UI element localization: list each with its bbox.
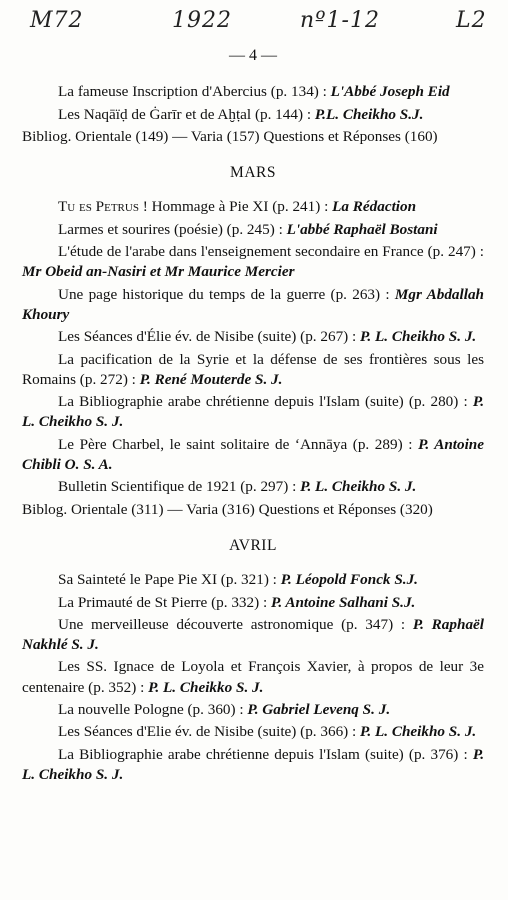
entry-title: Le Père Charbel, le saint solitaire de ‘Annāya (p. 289) : (58, 435, 419, 453)
toc-entry (22, 500, 484, 520)
toc-entry (22, 657, 484, 698)
entry-title: La nouvelle Pologne (p. 360) : (58, 701, 248, 719)
toc-entry (22, 593, 484, 613)
entry-title: La Primauté de St Pierre (p. 332) : (58, 593, 271, 611)
section-opening (22, 82, 484, 147)
toc-entry (22, 197, 484, 217)
toc-entry (22, 350, 484, 391)
entry-title: Une page historique du temps de la guerre (p. 263) : (58, 285, 395, 303)
entry-title: Bulletin Scientifique de 1921 (p. 297) : (58, 478, 301, 496)
entry-author: Mr Obeid an-Nasiri et Mr Maurice Mercier (22, 263, 295, 281)
entry-author: P. L. Cheikho S. J. (22, 393, 484, 431)
entry-title: Les Naqāïḍ de Ġarīr et de Aḫṭal (p. 144) : (58, 105, 315, 123)
entry-title: Les Séances d'Élie év. de Nisibe (suite) (p. 267) : (58, 328, 361, 346)
entry-author: P. Antoine Salhani S.J. (271, 593, 416, 611)
section-mars (22, 197, 484, 519)
handwritten-note-3: nº1-12 (300, 8, 380, 33)
entry-author: P. Gabriel Levenq S. J. (247, 701, 391, 719)
toc-entry (22, 105, 484, 125)
entry-author: P. Antoine Chibli O. S. A. (22, 435, 484, 474)
page-number: — 4 — (229, 47, 277, 64)
entry-author: P. Raphaël Nakhlé S. J. (22, 615, 484, 654)
entry-author: P. René Mouterde S. J. (139, 370, 283, 388)
toc-entry (22, 220, 484, 240)
entry-title: La Bibliographie arabe chrétienne depuis l'Islam (suite) (p. 376) : (58, 745, 473, 763)
entry-lead: Tu es Petrus (58, 198, 139, 216)
section-heading-mars: MARS (230, 164, 276, 182)
toc-entry (22, 242, 484, 283)
entry-author: P. L. Cheikho S. J. (22, 745, 484, 783)
toc-entry (22, 285, 484, 326)
entry-author: P. L. Cheikho S. J. (360, 328, 477, 346)
entry-author: L'Abbé Joseph Eid (330, 83, 450, 101)
entry-title: L'étude de l'arabe dans l'enseignement secondaire en France (p. 247) : (58, 243, 484, 261)
entry-title: Une merveilleuse découverte astronomique (p. 347) : (58, 615, 413, 633)
entry-title: Sa Sainteté le Pape Pie XI (p. 321) : (58, 571, 281, 589)
entry-title: La pacification de la Syrie et la défense de ses frontières sous les Romains (p. 272) : (22, 350, 484, 388)
toc-entry (22, 615, 484, 656)
entry-author: P. L. Cheikho S. J. (300, 478, 417, 496)
entry-title: Biblog. Orientale (311) — Varia (316) Questions et Réponses (320) (22, 500, 433, 518)
page-body (22, 46, 484, 787)
handwritten-note-1: M72 (30, 8, 84, 33)
entry-author: P. L. Cheikko S. J. (148, 678, 264, 696)
toc-entry (22, 435, 484, 476)
entry-author: P. L. Cheikho S. J. (360, 723, 477, 741)
toc-entry (22, 570, 484, 590)
entry-title: La fameuse Inscription d'Abercius (p. 134) : (58, 83, 331, 101)
toc-entry (22, 722, 484, 742)
entry-title: Larmes et sourires (poésie) (p. 245) : (58, 220, 287, 238)
section-heading-avril: AVRIL (229, 536, 277, 554)
entry-title: Les SS. Ignace de Loyola et François Xavier, à propos de leur 3e centenaire (p. 352) : (22, 658, 484, 696)
toc-entry (22, 127, 484, 147)
entry-title: Les Séances d'Elie év. de Nisibe (suite) (p. 366) : (58, 723, 361, 741)
entry-author: La Rédaction (332, 198, 417, 216)
entry-author: P.L. Cheikho S.J. (314, 105, 424, 123)
toc-entry (22, 327, 484, 347)
entry-author: P. Léopold Fonck S.J. (280, 571, 418, 589)
handwritten-note-2: 1922 (172, 8, 232, 33)
handwritten-note-4: L2 (456, 8, 487, 33)
entry-author: Mgr Abdallah Khoury (22, 285, 484, 323)
toc-entry (22, 745, 484, 786)
toc-entry (22, 392, 484, 433)
entry-title: Bibliog. Orientale (149) — Varia (157) Questions et Réponses (160) (22, 127, 438, 145)
section-avril (22, 570, 484, 785)
toc-entry (22, 477, 484, 497)
toc-entry (22, 82, 484, 102)
entry-title: ! Hommage à Pie XI (p. 241) : (138, 198, 333, 216)
entry-title: La Bibliographie arabe chrétienne depuis l'Islam (suite) (p. 280) : (58, 393, 473, 411)
entry-author: L'abbé Raphaël Bostani (286, 220, 438, 238)
toc-entry (22, 700, 484, 720)
